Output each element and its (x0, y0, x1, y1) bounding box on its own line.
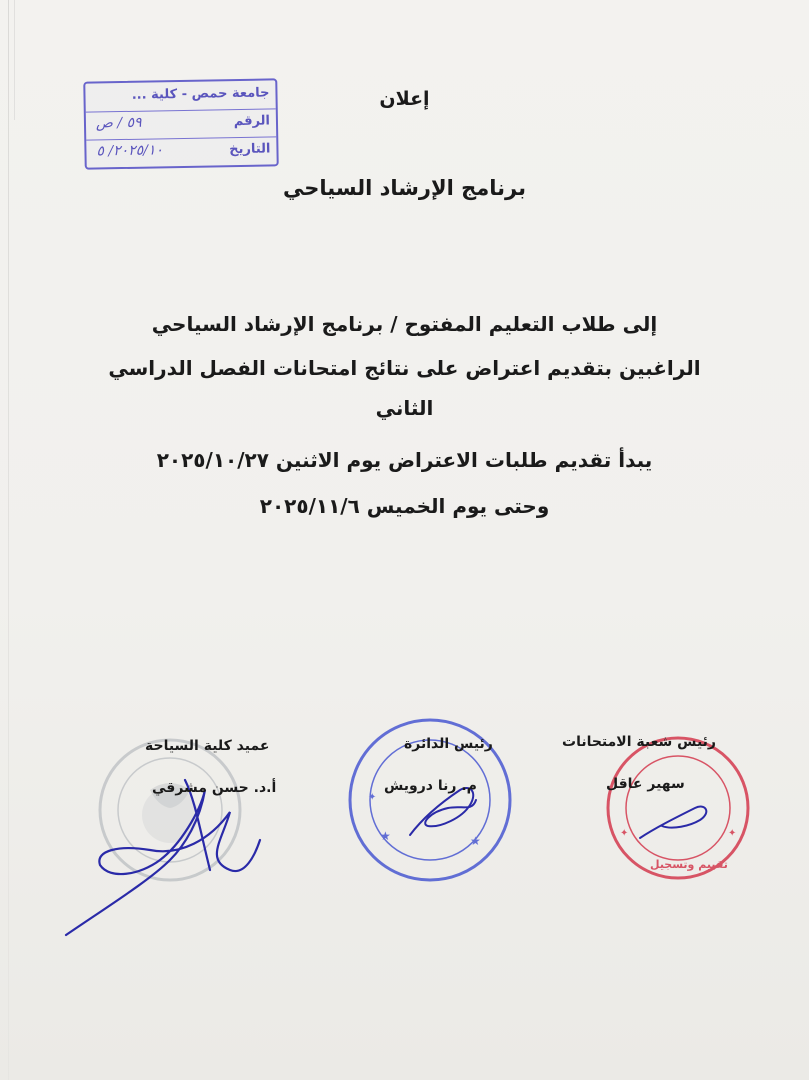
announcement-title: إعلان (379, 88, 430, 110)
director-name: م. رنا درويش (384, 778, 477, 794)
svg-text:✦: ✦ (368, 792, 377, 803)
exams-head-name: سهير عاقل (606, 776, 685, 792)
dean-name: أ.د. حسن مشرقي (152, 780, 277, 796)
exams-head-title: رئيس شعبة الامتحانات (562, 734, 716, 750)
stamp-row-date (86, 136, 276, 167)
dean-title: عميد كلية السياحة (145, 738, 270, 754)
announcement-line: الثاني (375, 396, 434, 420)
director-title: رئيس الدائرة (404, 736, 493, 752)
dean-seal (100, 740, 240, 880)
director-signature (410, 788, 476, 835)
stamp-date-value: ٢٠٢٥/١٠/ ٥ (96, 142, 164, 160)
stamp-date-label: التاريخ (229, 141, 271, 158)
svg-text:★: ★ (380, 829, 391, 843)
stamp-institution: جامعة حمص - كلية ... (131, 85, 270, 103)
announcement-line: إلى طلاب التعليم المفتوح / برنامج الإرشاد السياحي (151, 312, 658, 336)
svg-text:★: ★ (470, 834, 481, 848)
stamp-row-number (86, 108, 276, 140)
stamp-number-label: الرقم (233, 113, 271, 130)
svg-text:✦: ✦ (620, 828, 629, 839)
announcement-end-date: وحتى يوم الخميس ٢٠٢٥/١١/٦ (259, 494, 550, 518)
stamp-number-value: ٥٩ / ص (95, 114, 142, 132)
exams-seal (608, 738, 748, 878)
paper-fold (8, 0, 9, 1080)
svg-text:✦: ✦ (728, 828, 737, 839)
exams-signature (640, 807, 706, 838)
announcement-start-date: يبدأ تقديم طلبات الاعتراض يوم الاثنين ٢٠٢٥/١٠/٢٧ (156, 448, 653, 472)
dean-signature (66, 780, 260, 935)
announcement-line: الراغبين بتقديم اعتراض على نتائج امتحانات الفصل الدراسي (108, 356, 701, 380)
program-name: برنامج الإرشاد السياحي (282, 176, 526, 200)
exams-seal-text: تقييم وتسجيل (650, 858, 728, 871)
